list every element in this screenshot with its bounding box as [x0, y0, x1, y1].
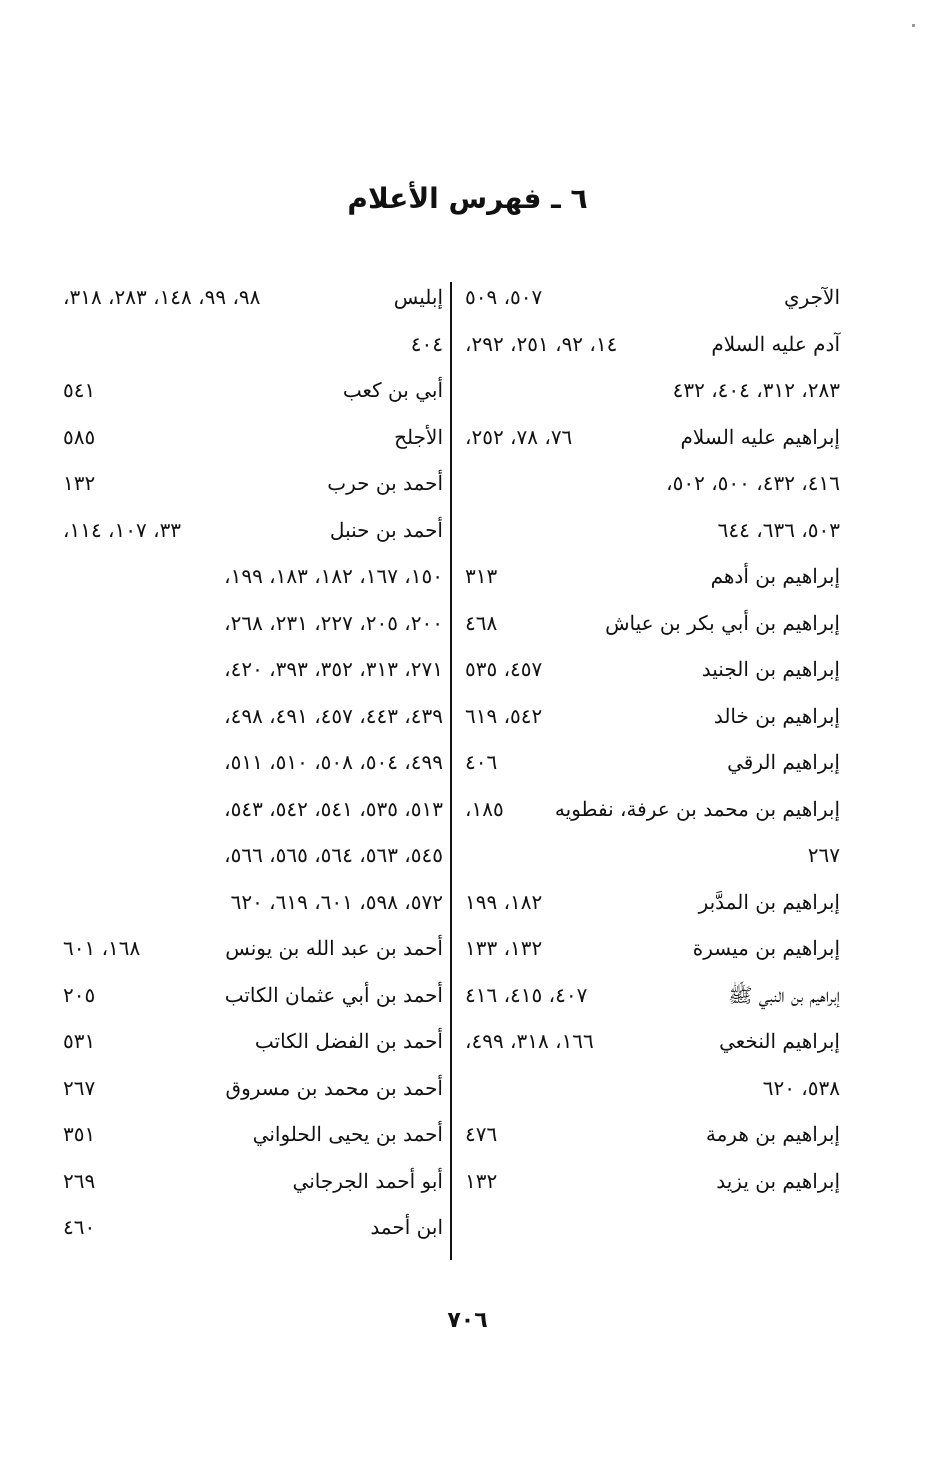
index-column-left [55, 274, 443, 1251]
index-entry [455, 739, 840, 786]
entry-pages: ٥٤٥، ٥٦٣، ٥٦٤، ٥٦٥، ٥٦٦، [224, 843, 443, 867]
entry-name: الأجلح [394, 424, 443, 449]
index-entry [455, 832, 840, 879]
entry-pages: ٤٦٨ [465, 610, 498, 635]
entry-name: إبراهيم بن المدَّبر [698, 889, 840, 914]
index-entry [55, 925, 443, 972]
entry-name: أحمد بن يحيى الحلواني [252, 1122, 443, 1146]
index-entry [55, 414, 443, 461]
index-entry [55, 507, 443, 554]
entry-name: إبراهيم بن الجنيد [701, 657, 840, 681]
index-entry [455, 1158, 840, 1205]
scan-speck [912, 24, 915, 27]
index-entry [455, 507, 840, 554]
index-entry [55, 274, 443, 321]
entry-pages: ٤٧٦ [465, 1122, 498, 1146]
entry-pages: ٤٠٤ [410, 331, 443, 356]
index-entry [55, 1204, 443, 1251]
entry-name: إبراهيم بن أدهم [710, 564, 840, 588]
index-entry [55, 972, 443, 1019]
index-entry [455, 321, 840, 368]
entry-pages: ٣١٣ [465, 564, 498, 588]
entry-name: أحمد بن حنبل [329, 517, 443, 542]
entry-pages: ٥٤٢، ٦١٩ [465, 703, 543, 728]
index-entry [55, 693, 443, 740]
index-entry [455, 1111, 840, 1158]
index-column-right [455, 274, 840, 1204]
index-entry [455, 925, 840, 972]
index-entry [55, 1065, 443, 1112]
entry-name: أحمد بن الفضل الكاتب [254, 1029, 443, 1053]
entry-pages: ١٥٠، ١٦٧، ١٨٢، ١٨٣، ١٩٩، [224, 564, 443, 588]
index-entry [455, 1065, 840, 1112]
page-title: ٦ ـ فهرس الأعلام [347, 182, 588, 215]
entry-pages: ٤٩٩، ٥٠٤، ٥٠٨، ٥١٠، ٥١١، [224, 750, 443, 774]
entry-pages: ١٦٦، ٣١٨، ٤٩٩، [465, 1029, 594, 1053]
entry-pages: ٤٥٧، ٥٣٥ [465, 657, 543, 681]
index-entry [55, 600, 443, 647]
index-entry [55, 553, 443, 600]
entry-name: أحمد بن عبد الله بن يونس [225, 936, 443, 960]
entry-pages: ٣٣، ١٠٧، ١١٤، [63, 517, 182, 542]
index-entry [455, 879, 840, 926]
entry-pages: ٥٨٥ [63, 424, 96, 449]
entry-name: إبراهيم بن أبي بكر بن عياش [605, 610, 840, 635]
index-entry [455, 972, 840, 1019]
index-entry [455, 1018, 840, 1065]
entry-pages: ٥٠٣، ٦٣٦، ٦٤٤ [717, 517, 840, 542]
index-entry [455, 274, 840, 321]
index-entry [455, 600, 840, 647]
entry-name: إبراهيم عليه السلام [680, 424, 840, 449]
entry-pages: ١٤، ٩٢، ٢٥١، ٢٩٢، [465, 331, 618, 356]
index-entry [55, 460, 443, 507]
index-entry [55, 739, 443, 786]
column-divider [450, 282, 452, 1260]
entry-pages: ١٨٥، [465, 796, 504, 821]
entry-name: أحمد بن أبي عثمان الكاتب [224, 982, 443, 1007]
entry-pages: ٣٥١ [63, 1122, 96, 1146]
index-entry [455, 693, 840, 740]
entry-name: إبراهيم الرقي [727, 750, 840, 774]
entry-pages: ٥٣٨، ٦٢٠ [762, 1075, 840, 1100]
entry-pages: ٥٧٢، ٥٩٨، ٦٠١، ٦١٩، ٦٢٠ [230, 889, 443, 914]
entry-name: أحمد بن حرب [327, 471, 443, 495]
index-entry [55, 832, 443, 879]
index-entry [455, 367, 840, 414]
entry-pages: ٤٦٠ [63, 1215, 96, 1239]
entry-name: إبراهيم النخعي [719, 1029, 840, 1053]
index-entry [455, 460, 840, 507]
entry-pages: ١٣٢ [465, 1168, 498, 1193]
entry-pages: ٥١٣، ٥٣٥، ٥٤١، ٥٤٢، ٥٤٣، [224, 796, 443, 821]
index-entry [55, 786, 443, 833]
index-entry [55, 1158, 443, 1205]
entry-pages: ٤٠٧، ٤١٥، ٤١٦ [465, 982, 588, 1007]
entry-name: إبراهيم بن خالد [713, 703, 840, 728]
entry-name: أبو أحمد الجرجاني [292, 1168, 443, 1193]
entry-name: إبراهيم بن يزيد [716, 1168, 840, 1193]
index-entry [455, 553, 840, 600]
index-entry [455, 646, 840, 693]
index-entry [55, 646, 443, 693]
entry-name: آدم عليه السلام [711, 331, 840, 356]
entry-pages: ٢٨٣، ٣١٢، ٤٠٤، ٤٣٢ [672, 378, 840, 402]
entry-pages: ١٣٢، ١٣٣ [465, 936, 543, 960]
entry-pages: ٢٦٩ [63, 1168, 96, 1193]
entry-pages: ٢٠٥ [63, 982, 96, 1007]
entry-pages: ٢٦٧ [807, 843, 840, 867]
entry-pages: ٢٠٠، ٢٠٥، ٢٢٧، ٢٣١، ٢٦٨، [224, 610, 443, 635]
index-entry [55, 1018, 443, 1065]
index-entry [55, 321, 443, 368]
entry-pages: ٢٧١، ٣١٣، ٣٥٢، ٣٩٣، ٤٢٠، [224, 657, 443, 681]
index-entry [55, 367, 443, 414]
entry-name: أحمد بن محمد بن مسروق [225, 1075, 443, 1100]
page-number: ٧٠٦ [447, 1308, 488, 1333]
entry-pages: ٩٨، ٩٩، ١٤٨، ٢٨٣، ٣١٨، [63, 285, 261, 309]
entry-pages: ٥٣١ [63, 1029, 96, 1053]
entry-name: ابن أحمد [370, 1215, 443, 1239]
entry-name: أبي بن كعب [342, 378, 443, 402]
entry-pages: ١٨٢، ١٩٩ [465, 889, 543, 914]
entry-pages: ٤١٦، ٤٣٢، ٥٠٠، ٥٠٢، [666, 471, 840, 495]
index-entry [455, 414, 840, 461]
entry-pages: ٥٤١ [63, 378, 96, 402]
entry-pages: ١٦٨، ٦٠١ [63, 936, 141, 960]
entry-pages: ٥٠٧، ٥٠٩ [465, 285, 543, 309]
entry-pages: ٢٦٧ [63, 1075, 96, 1100]
entry-name: إبراهيم بن محمد بن عرفة، نفطويه [554, 796, 840, 821]
entry-pages: ٤٣٩، ٤٤٣، ٤٥٧، ٤٩١، ٤٩٨، [224, 703, 443, 728]
index-entry [455, 786, 840, 833]
index-entry [55, 1111, 443, 1158]
index-entry [55, 879, 443, 926]
entry-pages: ٤٠٦ [465, 750, 498, 774]
entry-pages: ٧٦، ٧٨، ٢٥٢، [465, 424, 573, 449]
entry-name: الآجري [783, 285, 840, 309]
entry-name: إبراهيم بن النبي ﷺ [728, 982, 840, 1007]
entry-name: إبراهيم بن هرمة [705, 1122, 840, 1146]
entry-pages: ١٣٢ [63, 471, 96, 495]
entry-name: إبراهيم بن ميسرة [692, 936, 840, 960]
entry-name: إبليس [393, 285, 443, 309]
